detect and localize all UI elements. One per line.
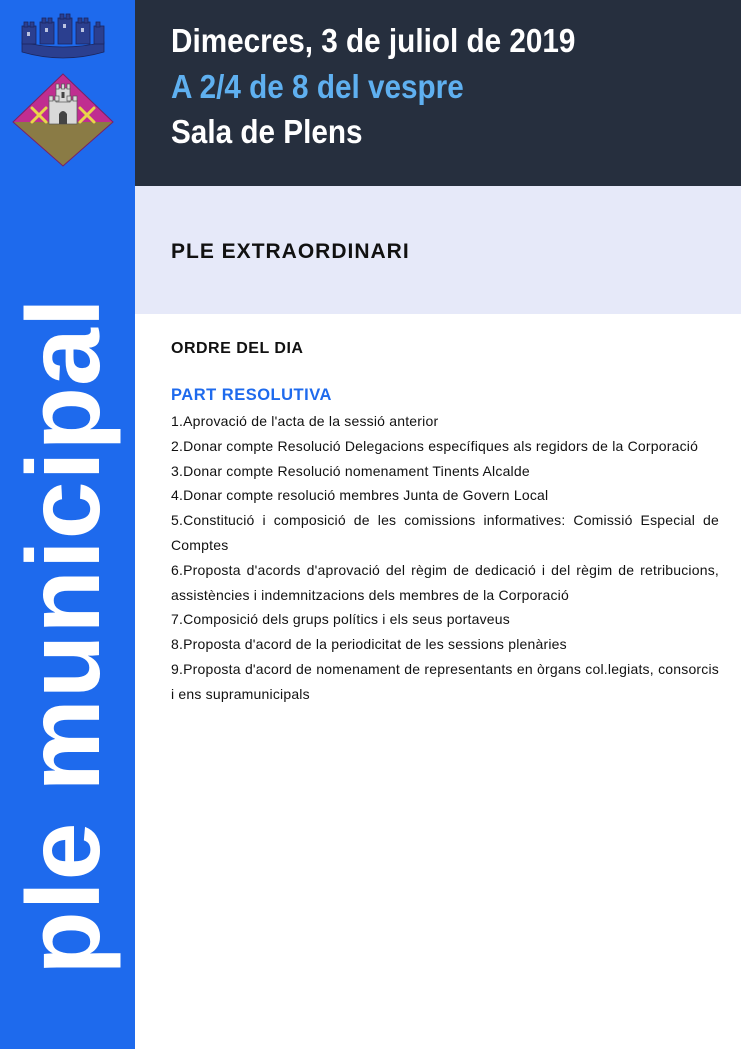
agenda-item-7: 7.Composició dels grups polítics i els seus portaveus [171, 611, 510, 628]
meeting-place: Sala de Plens [171, 113, 363, 150]
agenda-item-8: 8.Proposta d'acord de la periodicitat de les sessions plenàries [171, 636, 567, 653]
agenda-heading: ORDRE DEL DIA [171, 340, 304, 357]
agenda-item-5: 5.Constitució i composició de les comissions informatives: Comissió Especial de Comptes [171, 512, 719, 553]
meeting-time: A 2/4 de 8 del vespre [171, 68, 464, 105]
header [135, 0, 741, 186]
agenda-list [171, 409, 719, 707]
vertical-title: ple municipal [6, 297, 122, 975]
agenda [171, 340, 719, 707]
part-title: PART RESOLUTIVA [171, 386, 332, 404]
agenda-item-2: 2.Donar compte Resolució Delegacions específiques als regidors de la Corporació [171, 437, 699, 454]
agenda-item-6: 6.Proposta d'acords d'aprovació del règim de dedicació i del règim de retribucions, assistències i indemnitzacions dels membres de la Corporació [171, 561, 719, 603]
meeting-date: Dimecres, 3 de juliol de 2019 [171, 22, 576, 59]
sidebar [0, 0, 135, 1049]
agenda-item-1: 1.Aprovació de l'acta de la sessió anterior [171, 413, 439, 429]
session-type-band [135, 186, 741, 314]
mural-crown [22, 14, 104, 58]
municipal-coat-of-arms-icon [8, 12, 118, 167]
session-type: PLE EXTRAORDINARI [171, 240, 410, 263]
agenda-item-3: 3.Donar compte Resolució nomenament Tinents Alcalde [171, 462, 530, 479]
agenda-item-4: 4.Donar compte resolució membres Junta de Govern Local [171, 487, 549, 504]
agenda-item-9: 9.Proposta d'acord de nomenament de representants en òrgans col.legiats, consorcis i ens supramunicipals [171, 660, 719, 702]
